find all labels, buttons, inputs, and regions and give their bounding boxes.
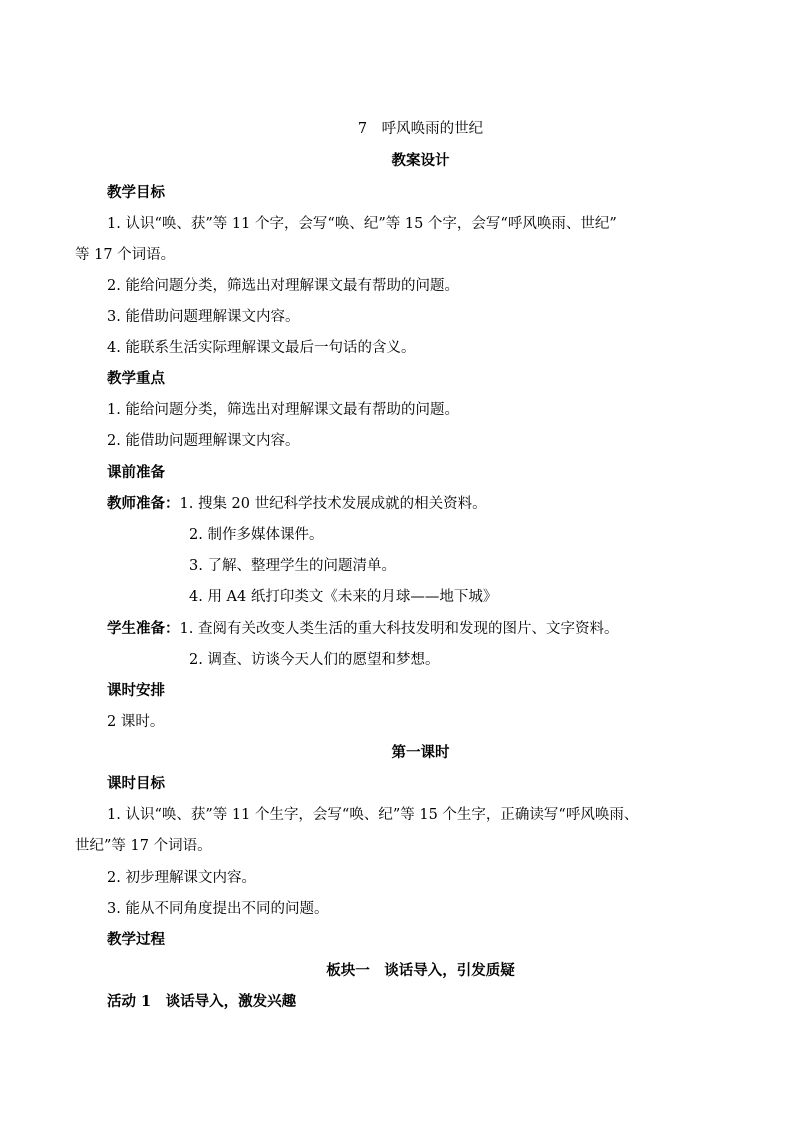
student-prep-item-1: 1. 查阅有关改变人类生活的重大科技发明和发现的图片、文字资料。 [179, 621, 619, 637]
schedule-heading: 课时安排 [107, 682, 165, 699]
lesson-title: 7 呼风唤雨的世纪 [357, 121, 484, 137]
teacher-prep-item-3: 3. 了解、整理学生的问题清单。 [189, 558, 396, 574]
lesson-goal-1: 1. 认识“唤、获”等 11 个生字，会写“唤、纪”等 15 个生字，正确读写“呼风唤雨、 [107, 807, 639, 823]
key-point-1: 1. 能给问题分类，筛选出对理解课文最有帮助的问题。 [107, 402, 459, 418]
lesson-goals-heading: 课时目标 [107, 775, 165, 792]
lesson-goal-1-cont: 世纪”等 17 个词语。 [75, 838, 212, 854]
key-points-heading: 教学重点 [107, 370, 165, 387]
goal-item-3: 3. 能借助问题理解课文内容。 [107, 309, 300, 325]
goal-item-1: 1. 认识“唤、获”等 11 个字，会写“唤、纪”等 15 个字，会写“呼风唤雨、世纪” [107, 216, 617, 232]
schedule-text: 2 课时。 [107, 714, 165, 730]
student-prep-row [107, 619, 734, 639]
lesson-goal-3: 3. 能从不同角度提出不同的问题。 [107, 901, 329, 917]
process-heading: 教学过程 [107, 931, 165, 948]
student-prep-item-2: 2. 调查、访谈今天人们的愿望和梦想。 [189, 652, 440, 668]
block-title: 板块一 谈话导入，引发质疑 [326, 962, 515, 979]
goal-item-4: 4. 能联系生活实际理解课文最后一句话的含义。 [107, 340, 416, 356]
key-point-2: 2. 能借助问题理解课文内容。 [107, 433, 300, 449]
teacher-prep-item-2: 2. 制作多媒体课件。 [189, 527, 324, 543]
first-lesson-title: 第一课时 [391, 744, 450, 761]
teacher-prep-label: 教师准备： [107, 495, 180, 512]
lesson-goal-2: 2. 初步理解课文内容。 [107, 870, 256, 886]
goal-item-1-cont: 等 17 个词语。 [75, 247, 176, 263]
student-prep-label: 学生准备： [107, 620, 180, 637]
preparation-heading: 课前准备 [107, 464, 165, 481]
goal-item-2: 2. 能给问题分类，筛选出对理解课文最有帮助的问题。 [107, 278, 459, 294]
document-subtitle: 教案设计 [391, 152, 450, 169]
teacher-prep-item-1: 1. 搜集 20 世纪科学技术发展成就的相关资料。 [179, 496, 487, 512]
activity-heading: 活动 1 谈话导入，激发兴趣 [107, 993, 297, 1010]
teacher-prep-row [107, 494, 734, 514]
teacher-prep-item-4: 4. 用 A4 纸打印类文《未来的月球——地下城》 [189, 589, 498, 605]
goals-heading: 教学目标 [107, 184, 165, 201]
